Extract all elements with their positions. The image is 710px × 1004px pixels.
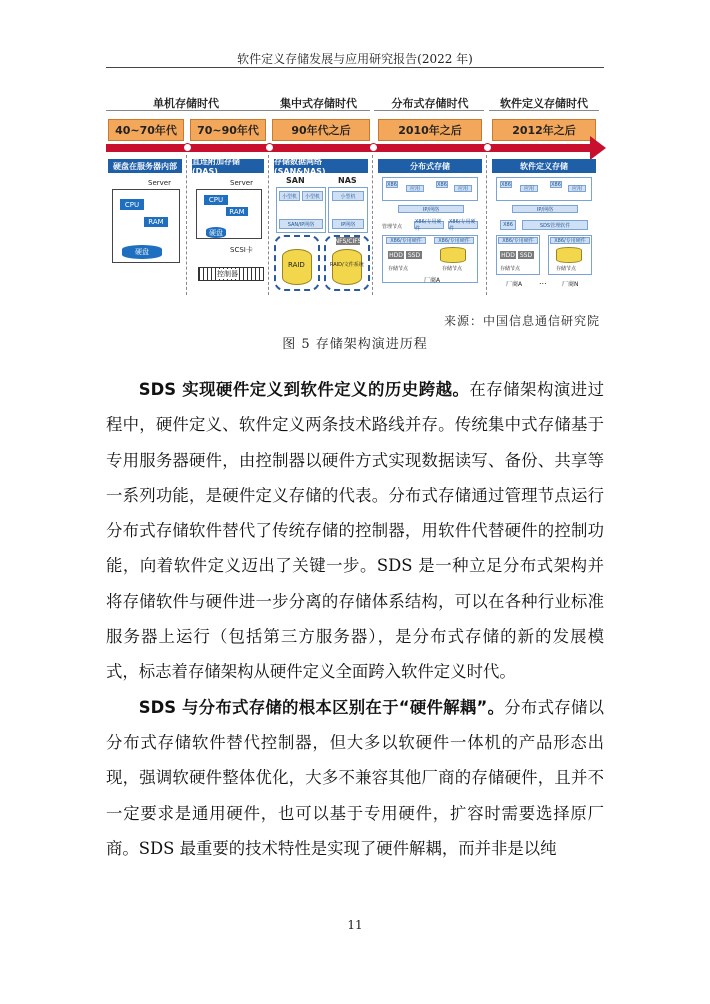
ip-network-bar: IP/网络 bbox=[512, 205, 578, 213]
paragraph-lead: SDS 与分布式存储的根本区别在于“硬件解耦”。 bbox=[138, 697, 505, 717]
timeline-dot bbox=[369, 143, 378, 152]
hdd-block: HDD bbox=[389, 251, 403, 259]
x86-hw-block: X86/专用硬件 bbox=[550, 237, 590, 244]
x86-block: X86 bbox=[387, 181, 397, 188]
disk-block: 硬盘 bbox=[206, 227, 226, 238]
paragraph-lead: SDS 实现硬件定义到软件定义的历史跨越。 bbox=[138, 380, 470, 399]
column-title: 软件定义存储 bbox=[492, 159, 596, 173]
timeline-dot bbox=[265, 143, 274, 152]
sds-software-block: SDS管理软件 bbox=[522, 220, 588, 230]
column-title: 直连附加存储(DAS) bbox=[192, 159, 264, 173]
timeline-bar bbox=[106, 144, 592, 152]
app-block: 应用 bbox=[520, 185, 538, 192]
era-underline bbox=[374, 110, 484, 111]
raid-label: RAID bbox=[288, 261, 305, 269]
ip-network-bar: IP/网络 bbox=[398, 205, 464, 213]
header-rule bbox=[106, 67, 604, 68]
storage-node-label: 存储节点 bbox=[442, 266, 463, 272]
nas-label: NAS bbox=[338, 176, 357, 185]
app-block: 应用 bbox=[568, 185, 586, 192]
controller-label: 控制器 bbox=[217, 270, 238, 278]
x86-hw-block: X86/专用硬件 bbox=[448, 221, 478, 229]
disk-cylinder bbox=[556, 247, 582, 263]
x86-block: X86 bbox=[500, 220, 516, 230]
minicomputer-block: 小型机 bbox=[302, 191, 323, 201]
x86-block: X86 bbox=[437, 181, 447, 188]
figure-caption: 图 5 存储架构演进历程 bbox=[282, 337, 428, 352]
vendor-a-label: 厂商A bbox=[424, 277, 441, 284]
mgmt-node-label: 管理节点 bbox=[382, 224, 403, 230]
storage-evolution-figure bbox=[106, 85, 606, 303]
column-divider bbox=[372, 155, 373, 295]
disk-cylinder bbox=[440, 247, 466, 263]
page-number: 11 bbox=[347, 918, 363, 932]
period-label: 40~70年代 bbox=[108, 119, 184, 141]
minicomputer-block: 小型机 bbox=[279, 191, 300, 201]
raid-fs-label: RAID/文件系统 bbox=[330, 262, 364, 268]
paragraph bbox=[106, 372, 604, 690]
server-label: Server bbox=[148, 179, 171, 187]
minicomputer-block: 小型机 bbox=[332, 191, 364, 201]
nfs-cifs-block: NFS/CIFS bbox=[334, 237, 362, 245]
san-label: SAN bbox=[286, 176, 305, 185]
era-title: 集中式存储时代 bbox=[280, 97, 357, 110]
storage-node-label: 存储节点 bbox=[500, 266, 521, 272]
column-divider bbox=[268, 155, 269, 295]
column-title: 分布式存储 bbox=[378, 159, 482, 173]
era-underline bbox=[489, 110, 599, 111]
ram-block: RAM bbox=[144, 217, 168, 227]
era-underline bbox=[106, 110, 370, 111]
x86-hw-block: X86/专用硬件 bbox=[498, 237, 538, 244]
period-label: 2012年之后 bbox=[492, 119, 596, 141]
column-title: 存储数据网络(SAN&NAS) bbox=[274, 159, 368, 173]
running-header: 软件定义存储发展与应用研究报告(2022 年) bbox=[237, 52, 473, 66]
scsi-card-label: SCSI卡 bbox=[230, 246, 253, 254]
column-divider bbox=[486, 155, 487, 295]
server-label: Server bbox=[230, 179, 253, 187]
app-block: 应用 bbox=[406, 185, 424, 192]
period-label: 90年代之后 bbox=[272, 119, 370, 141]
paragraph-text: 分布式存储以分布式存储软件替代控制器，但大多以软硬件一体机的产品形态出现，强调软硬件整体优化，大多不兼容其他厂商的存储硬件，且并不一定要求是通用硬件，也可以基于专用硬件，扩容时需要选择原厂商。SDS 最重要的技术特性是实现了硬件解耦，而并非是以纯 bbox=[106, 697, 605, 858]
paragraph bbox=[106, 690, 604, 866]
ip-network-block: IP网络 bbox=[332, 219, 364, 229]
cpu-block: CPU bbox=[204, 195, 228, 205]
x86-hw-block: X86/专用硬件 bbox=[386, 237, 426, 244]
timeline-dot bbox=[183, 143, 192, 152]
era-title: 分布式存储时代 bbox=[391, 97, 469, 110]
timeline-arrowhead bbox=[590, 136, 606, 160]
timeline-dot bbox=[483, 143, 492, 152]
paragraph-text: 在存储架构演进过程中，硬件定义、软件定义两条技术路线并存。传统集中式存储基于专用服务器硬件，由控制器以硬件方式实现数据读写、备份、共享等一系列功能，是硬件定义存储的代表。分布式存储通过管理节点运行分布式存储软件替代了传统存储的控制器，用软件代替硬件的控制功能，向着软件定义迈出了关键一步。SDS 是一种立足分布式架构并将存储软件与硬件进一步分离的存储体系结构，可以在各种行业标准服务器上运行（包括第三方服务器），是分布式存储的新的发展模式，标志着存储架构从硬件定义全面跨入软件定义时代。 bbox=[106, 380, 605, 682]
x86-block: X86 bbox=[501, 181, 511, 188]
ram-block: RAM bbox=[226, 207, 248, 216]
era-title: 单机存储时代 bbox=[153, 97, 219, 110]
storage-node-label: 存储节点 bbox=[556, 266, 577, 272]
ssd-block: SSD bbox=[407, 251, 421, 259]
column-divider bbox=[186, 155, 187, 295]
vendor-n-label: 厂商N bbox=[562, 281, 579, 288]
app-block: 应用 bbox=[454, 185, 472, 192]
period-label: 2010年之后 bbox=[378, 119, 482, 141]
cpu-block: CPU bbox=[120, 199, 144, 210]
disk-block: 硬盘 bbox=[122, 245, 162, 259]
ssd-block: SSD bbox=[519, 251, 533, 259]
period-label: 70~90年代 bbox=[190, 119, 266, 141]
ellipsis-label: ... bbox=[539, 277, 547, 286]
san-network-block: SAN/IP网络 bbox=[279, 219, 323, 229]
vendor-a-label: 厂商A bbox=[506, 281, 523, 288]
x86-block: X86 bbox=[551, 181, 561, 188]
body-text bbox=[106, 372, 604, 866]
x86-hw-block: X86/专用硬件 bbox=[414, 221, 444, 229]
storage-node-label: 存储节点 bbox=[388, 266, 409, 272]
figure-source: 来源：中国信息通信研究院 bbox=[443, 314, 600, 328]
hdd-block: HDD bbox=[501, 251, 515, 259]
x86-hw-block: X86/专用硬件 bbox=[434, 237, 474, 244]
era-title: 软件定义存储时代 bbox=[500, 97, 588, 110]
column-title: 硬盘在服务器内部 bbox=[108, 159, 182, 173]
